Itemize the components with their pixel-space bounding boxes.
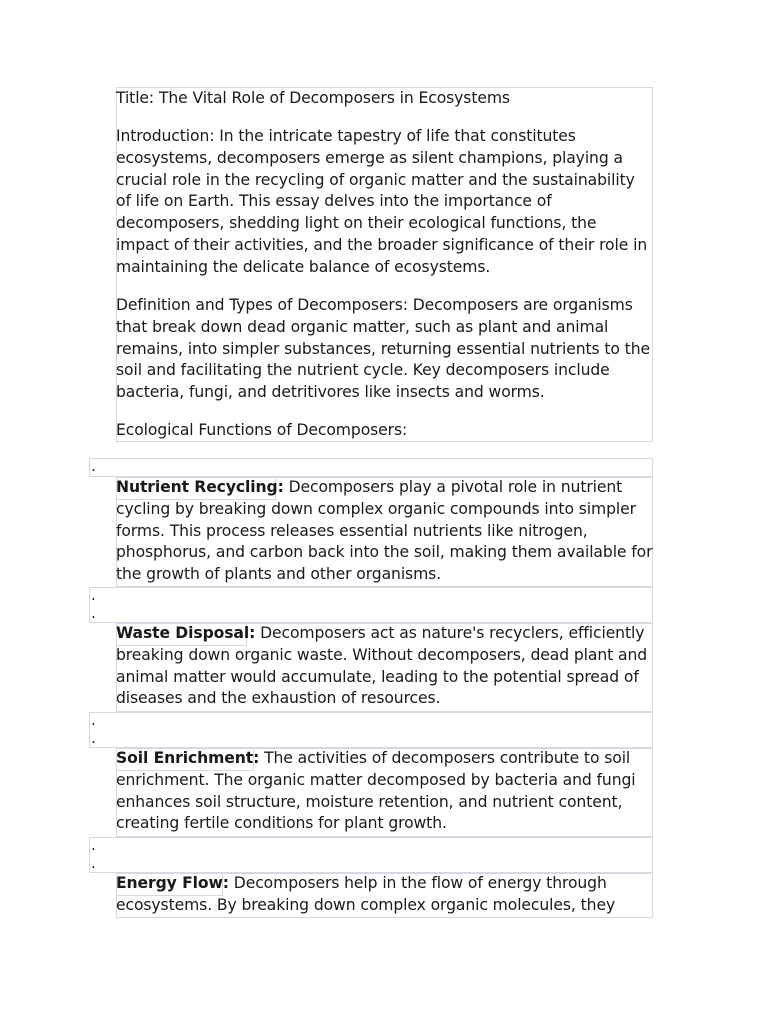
function-term: Energy Flow: <box>116 874 229 892</box>
definition-paragraph: Definition and Types of Decomposers: Decomposers are organisms that break down dead organic matter, such as plant and animal remains, into simpler substances, returning essential nutrients to the soil and facilitating the nutrient cycle. Key decomposers include bacteria, fungi, and detritivores like insects and worms. <box>116 296 650 402</box>
bullet-marker: . <box>91 586 96 604</box>
function-nutrient-recycling <box>116 477 653 586</box>
bullet-row-frame <box>89 712 653 748</box>
function-waste-disposal <box>116 623 653 710</box>
function-term: Nutrient Recycling: <box>116 478 284 496</box>
bullet-marker: . <box>91 729 96 747</box>
function-soil-enrichment <box>116 748 653 835</box>
functions-heading: Ecological Functions of Decomposers: <box>116 421 408 439</box>
bullet-marker: . <box>91 836 96 854</box>
bullet-row-frame <box>89 587 653 623</box>
function-term: Waste Disposal: <box>116 624 256 642</box>
bullet-marker: . <box>91 711 96 729</box>
bullet-row-frame <box>89 458 653 477</box>
bullet-marker: . <box>91 854 96 872</box>
function-text: Decomposers play a pivotal role in nutrient cycling by breaking down complex organic compounds into simpler forms. This process releases essential nutrients like nitrogen, phosphorus, and carbon back into the soil, making them available for the growth of plants and other organisms. <box>116 478 653 584</box>
function-energy-flow <box>116 873 653 917</box>
function-text: Decomposers act as nature's recyclers, efficiently breaking down organic waste. Without decomposers, dead plant and animal matter would accumulate, leading to the potential spread of diseases and the exhaustion of resources. <box>116 624 648 708</box>
introduction-paragraph: Introduction: In the intricate tapestry of life that constitutes ecosystems, decomposers emerge as silent champions, playing a crucial role in the recycling of organic matter and the sustainability of life on Earth. This essay delves into the importance of decomposers, shedding light on their ecological functions, the impact of their activities, and the broader significance of their role in maintaining the delicate balance of ecosystems. <box>116 127 648 276</box>
bullet-row-frame <box>89 837 653 873</box>
function-text: Decomposers help in the flow of energy through ecosystems. By breaking down complex organic molecules, they <box>116 874 616 914</box>
essay-title: Title: The Vital Role of Decomposers in Ecosystems <box>116 89 510 107</box>
function-term: Soil Enrichment: <box>116 749 260 767</box>
function-text: The activities of decomposers contribute to soil enrichment. The organic matter decomposed by bacteria and fungi enhances soil structure, moisture retention, and nutrient content, creating fertile conditions for plant growth. <box>116 749 636 833</box>
bullet-marker: . <box>91 604 96 622</box>
bullet-marker: . <box>91 457 96 475</box>
